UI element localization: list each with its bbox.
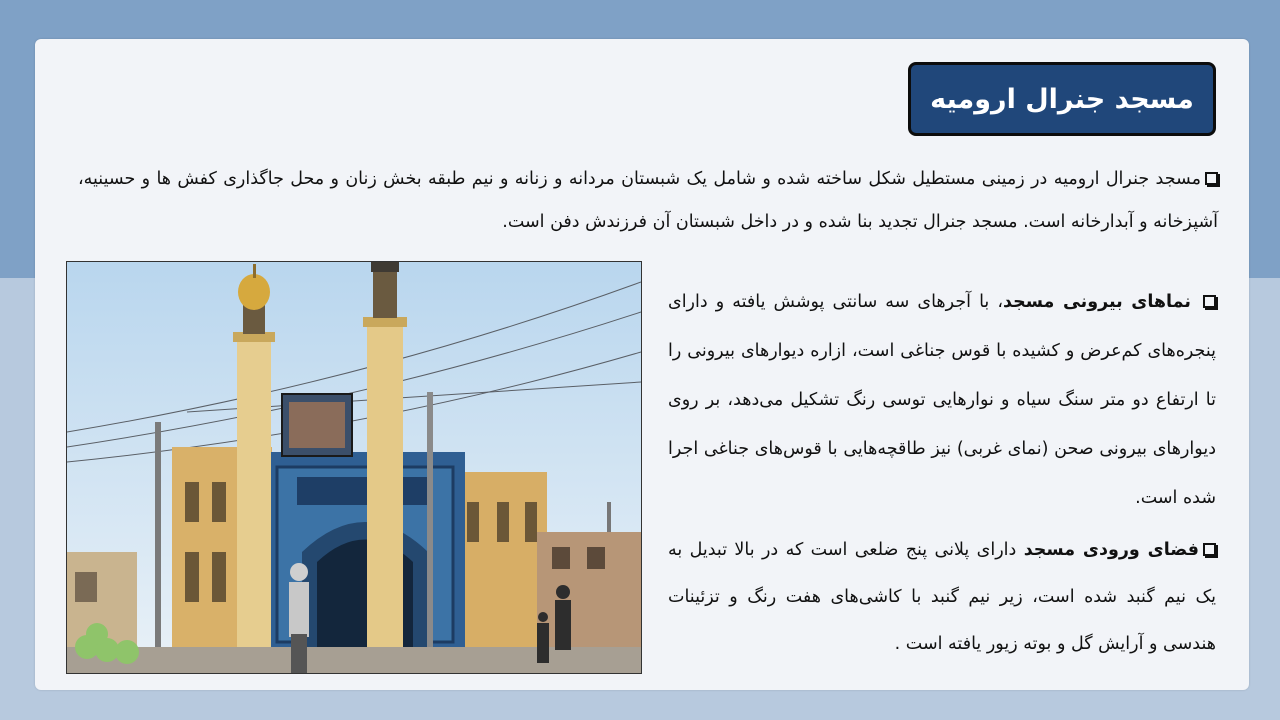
square-bullet-icon — [1205, 172, 1218, 185]
mosque-photo — [66, 261, 642, 674]
paragraph-facade-text: ، با آجرهای سه سانتی پوشش یافته و دارای پنجره‌های کم‌عرض و کشیده با قوس جناغی است، ازاره دیوارهای بیرونی را تا ارتفاع دو متر سنگ سیاه و نوارهایی توسی رنگ تشکیل می‌دهد، بر روی دیوارهای بیرونی صحن (نمای غربی) نیز طاقچه‌هایی با قوس‌های جناغی اجرا شده است. — [668, 292, 1216, 508]
paragraph-entrance — [668, 527, 1216, 668]
mosque-illustration — [67, 262, 641, 673]
slide-title-text: مسجد جنرال ارومیه — [930, 83, 1194, 115]
paragraph-intro — [78, 158, 1218, 244]
paragraph-facade — [668, 278, 1216, 523]
paragraph-entrance-heading: فضای ورودی مسجد — [1023, 540, 1199, 560]
paragraph-facade-heading: نماهای بیرونی مسجد — [1002, 292, 1191, 312]
slide-title — [908, 62, 1216, 136]
paragraph-entrance-text: دارای پلانی پنج ضلعی است که در بالا تبدیل به یک نیم گنبد شده است، زیر نیم گنبد با کاشی‌های هفت رنگ و تزئینات هندسی و آرایش گل و بوته زیور یافته است . — [668, 540, 1216, 654]
square-bullet-icon — [1203, 543, 1216, 556]
paragraph-intro-text: مسجد جنرال ارومیه در زمینی مستطیل شکل ساخته شده و شامل یک شبستان مردانه و زنانه و نیم طبقه بخش زنان و محل جاگذاری کفش ها و حسینیه، آشپزخانه و آبدارخانه است. مسجد جنرال تجدید بنا شده و در داخل شبستان آن فرزندش دفن است. — [78, 169, 1218, 232]
square-bullet-icon — [1203, 295, 1216, 308]
